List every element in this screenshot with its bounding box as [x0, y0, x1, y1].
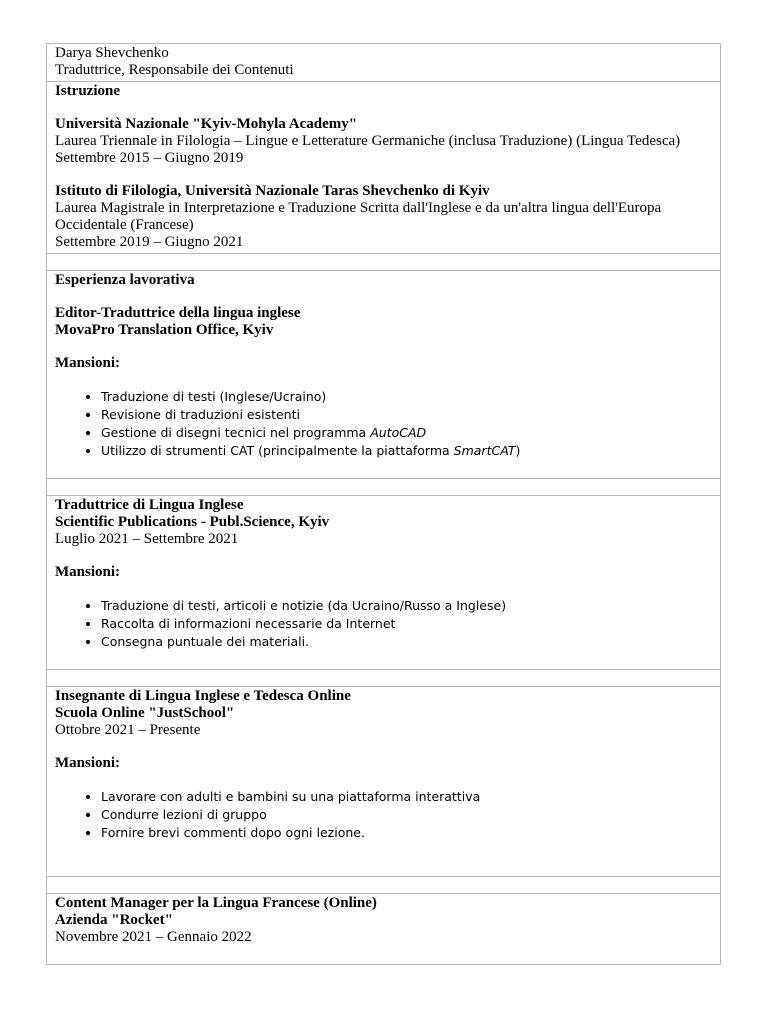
job-position: Editor-Traduttrice della lingua inglese	[55, 305, 301, 321]
spacer-row	[47, 253, 720, 270]
education-degree: Occidentale (Francese)	[55, 217, 194, 233]
job-position: Content Manager per la Lingua Francese (Online)	[55, 895, 377, 911]
job-dates: Ottobre 2021 – Presente	[55, 722, 201, 738]
duties-label: Mansioni:	[55, 355, 121, 371]
duties-label: Mansioni:	[55, 755, 121, 771]
header-cell	[47, 44, 720, 81]
job-dates: Luglio 2021 – Settembre 2021	[55, 531, 239, 547]
duties-list	[55, 788, 712, 842]
list-item: • Traduzione di testi (Inglese/Ucraino)	[101, 388, 712, 406]
education-institution: Università Nazionale "Kyiv-Mohyla Academy"	[55, 116, 358, 132]
person-role: Traduttrice, Responsabile dei Contenuti	[55, 62, 294, 78]
job-position: Traduttrice di Lingua Inglese	[55, 497, 244, 513]
list-item: • Lavorare con adulti e bambini su una piattaforma interattiva	[101, 788, 712, 806]
education-institution: Istituto di Filologia, Università Nazionale Taras Shevchenko di Kyiv	[55, 183, 490, 199]
education-degree: Laurea Magistrale in Interpretazione e Traduzione Scritta dall'Inglese e da un'altra lingua dell'Europa	[55, 200, 662, 216]
person-name: Darya Shevchenko	[55, 45, 169, 61]
education-degree: Laurea Triennale in Filologia – Lingue e Letterature Germaniche (inclusa Traduzione) (Lingua Tedesca)	[55, 133, 681, 149]
resume-table	[46, 43, 721, 965]
duties-list	[55, 597, 712, 651]
duties-list	[55, 388, 712, 460]
job-company: Scuola Online "JustSchool"	[55, 705, 235, 721]
spacer-row	[47, 876, 720, 893]
list-item: • Condurre lezioni di gruppo	[101, 806, 712, 824]
education-title: Istruzione	[55, 83, 120, 99]
spacer-row	[47, 669, 720, 686]
job-cell	[47, 686, 720, 876]
list-item: • Gestione di disegni tecnici nel programma AutoCAD	[101, 424, 712, 442]
list-item: • Consegna puntuale dei materiali.	[101, 633, 712, 651]
duties-label: Mansioni:	[55, 564, 121, 580]
job-company: Azienda "Rocket"	[55, 912, 173, 928]
job-dates: Novembre 2021 – Gennaio 2022	[55, 929, 252, 945]
list-item: • Fornire brevi commenti dopo ogni lezione.	[101, 824, 712, 842]
education-cell	[47, 81, 720, 253]
list-item: • Utilizzo di strumenti CAT (principalmente la piattaforma SmartCAT)	[101, 442, 712, 460]
education-dates: Settembre 2019 – Giugno 2021	[55, 234, 244, 250]
list-item: • Raccolta di informazioni necessarie da Internet	[101, 615, 712, 633]
job-cell	[47, 270, 720, 478]
job-position: Insegnante di Lingua Inglese e Tedesca Online	[55, 688, 351, 704]
list-item: • Revisione di traduzioni esistenti	[101, 406, 712, 424]
spacer-row	[47, 478, 720, 495]
experience-title: Esperienza lavorativa	[55, 272, 195, 288]
job-cell	[47, 893, 720, 964]
job-company: MovaPro Translation Office, Kyiv	[55, 322, 274, 338]
job-cell	[47, 495, 720, 669]
education-dates: Settembre 2015 – Giugno 2019	[55, 150, 244, 166]
list-item: • Traduzione di testi, articoli e notizie (da Ucraino/Russo a Inglese)	[101, 597, 712, 615]
job-company: Scientific Publications - Publ.Science, Kyiv	[55, 514, 330, 530]
